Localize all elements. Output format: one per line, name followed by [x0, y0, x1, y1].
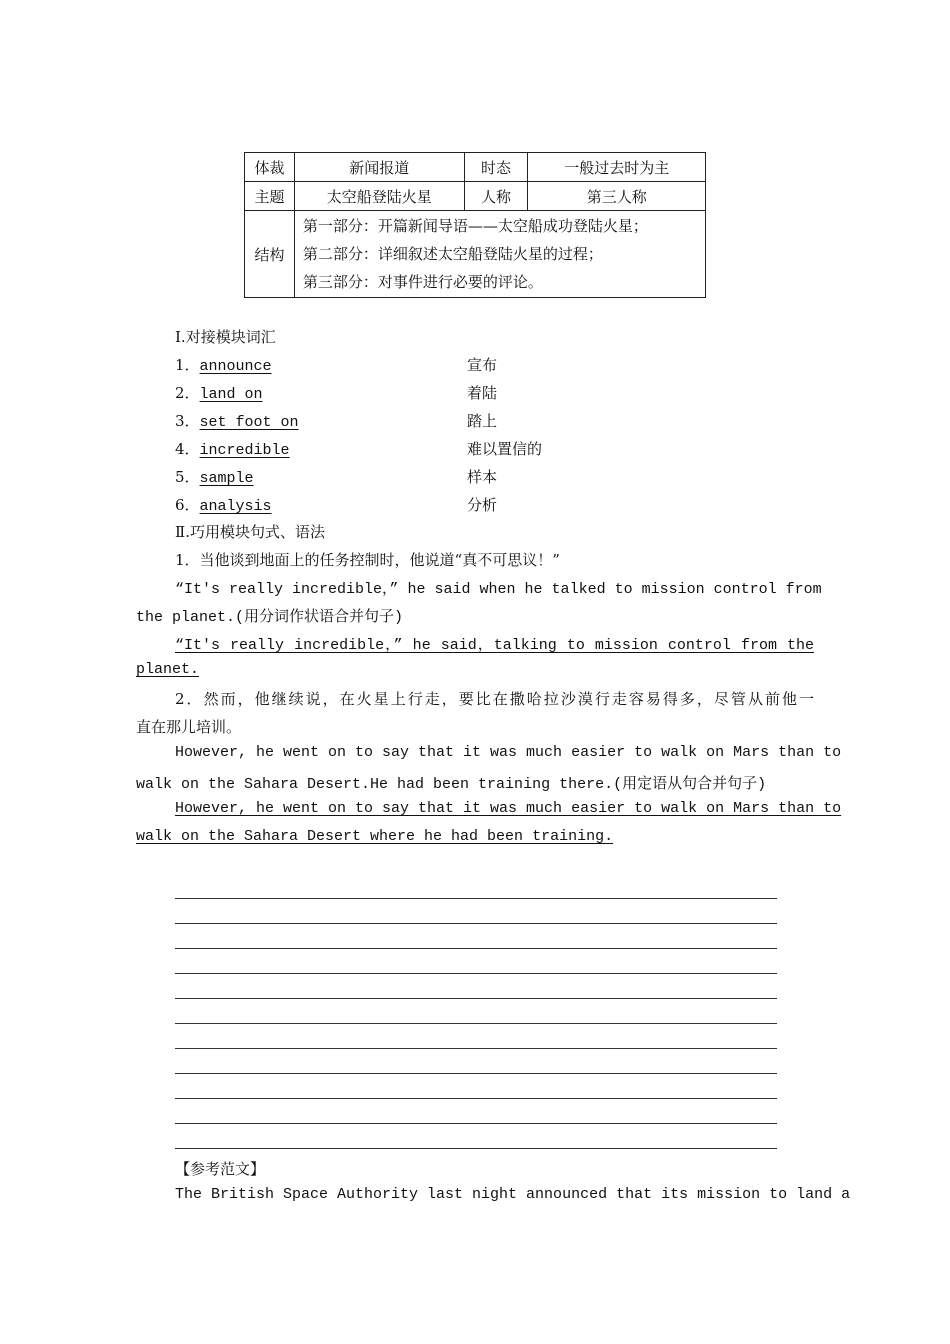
- section1-heading: Ⅰ.对接模块词汇: [175, 328, 276, 346]
- structure-label: 结构: [245, 211, 295, 298]
- vocab-word: announce: [199, 358, 272, 375]
- vocab-word: sample: [199, 470, 254, 487]
- table-row: [245, 182, 706, 211]
- vocab-meaning: 难以置信的: [467, 440, 543, 458]
- vocab-num: 1．: [175, 356, 200, 374]
- writing-line: [175, 1148, 777, 1149]
- writing-line: [175, 898, 777, 899]
- item1-prompt: 1．当他谈到地面上的任务控制时，他说道“真不可思议！”: [175, 551, 560, 569]
- item2-answer-line: However, he went on to say that it was much easier to walk on Mars than to: [175, 800, 842, 817]
- item2-question-line: However, he went on to say that it was much easier to walk on Mars than to: [175, 744, 842, 761]
- theme-label: 主题: [245, 182, 295, 211]
- item1-answer-line: planet.: [136, 661, 200, 678]
- vocab-meaning: 踏上: [467, 412, 498, 430]
- person-label: 人称: [464, 182, 528, 211]
- section2-heading: Ⅱ.巧用模块句式、语法: [175, 523, 325, 541]
- writing-line: [175, 1123, 777, 1124]
- reference-text-line: The British Space Authority last night announced that its mission to land a: [175, 1186, 851, 1203]
- theme-value: 太空船登陆火星: [294, 182, 464, 211]
- genre-label: 体裁: [245, 153, 295, 182]
- vocab-meaning: 分析: [467, 496, 498, 514]
- vocab-item: [175, 382, 263, 403]
- writing-line: [175, 973, 777, 974]
- person-value: 第三人称: [528, 182, 706, 211]
- vocab-item: [175, 466, 254, 487]
- vocab-meaning: 宣布: [467, 356, 498, 374]
- item2-question-line: walk on the Sahara Desert.He had been training there.(用定语从句合并句子): [136, 776, 767, 793]
- vocab-meaning: 样本: [467, 468, 498, 486]
- item2-answer-line: walk on the Sahara Desert where he had been training.: [136, 828, 614, 845]
- vocab-word: analysis: [199, 498, 272, 515]
- vocab-item: [175, 410, 299, 431]
- vocab-word: land on: [199, 386, 263, 403]
- vocab-num: 6．: [175, 496, 200, 514]
- item2-prompt: 2．然而，他继续说，在火星上行走，要比在撒哈拉沙漠行走容易得多，尽管从前他一: [175, 690, 814, 708]
- vocab-word: incredible: [199, 442, 290, 459]
- reference-heading: 【参考范文】: [175, 1160, 266, 1178]
- writing-line: [175, 948, 777, 949]
- tense-value: 一般过去时为主: [528, 153, 706, 182]
- genre-value: 新闻报道: [294, 153, 464, 182]
- item1-answer-line: “It's really incredible，” he said，talking to mission control from the: [175, 637, 814, 654]
- vocab-meaning: 着陆: [467, 384, 498, 402]
- vocab-word: set foot on: [199, 414, 299, 431]
- table-row: [245, 153, 706, 182]
- writing-line: [175, 1023, 777, 1024]
- item1-question-line: “It's really incredible，” he said when he talked to mission control from: [175, 581, 822, 598]
- structure-line: 第一部分：开篇新闻导语——太空船成功登陆火星；: [302, 217, 648, 235]
- writing-line: [175, 1073, 777, 1074]
- writing-line: [175, 998, 777, 999]
- structure-content: [294, 211, 705, 298]
- vocab-item: [175, 494, 272, 515]
- info-table: [244, 152, 706, 298]
- structure-line: 第二部分：详细叙述太空船登陆火星的过程；: [302, 245, 603, 263]
- vocab-item: [175, 354, 272, 375]
- item1-question-line: the planet.(用分词作状语合并句子): [136, 609, 404, 626]
- writing-line: [175, 1048, 777, 1049]
- table-row: [245, 211, 706, 298]
- vocab-num: 5．: [175, 468, 200, 486]
- vocab-num: 3．: [175, 412, 200, 430]
- vocab-num: 2．: [175, 384, 200, 402]
- writing-line: [175, 1098, 777, 1099]
- item2-prompt-cont: 直在那儿培训。: [136, 718, 242, 736]
- vocab-num: 4．: [175, 440, 200, 458]
- writing-line: [175, 923, 777, 924]
- structure-line: 第三部分：对事件进行必要的评论。: [302, 273, 543, 291]
- vocab-item: [175, 438, 290, 459]
- tense-label: 时态: [464, 153, 528, 182]
